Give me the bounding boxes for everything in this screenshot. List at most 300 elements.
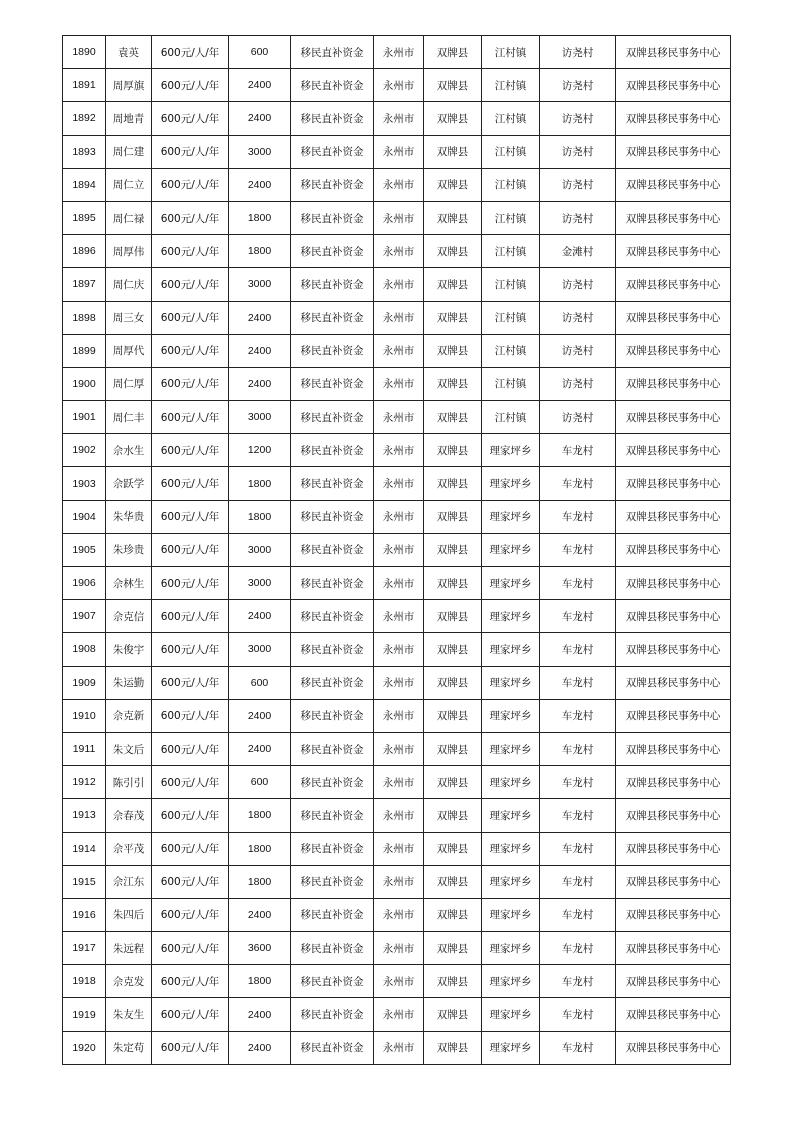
amount-cell: 3000 (229, 533, 291, 566)
amount-cell: 1800 (229, 865, 291, 898)
subsidy-standard-cell: 600元/人/年 (152, 732, 229, 765)
township-cell: 江村镇 (482, 334, 540, 367)
county-cell: 双牌县 (424, 932, 482, 965)
recipient-name-cell: 佘水生 (106, 434, 152, 467)
township-cell: 理家坪乡 (482, 998, 540, 1031)
subsidy-standard-cell: 600元/人/年 (152, 467, 229, 500)
township-cell: 理家坪乡 (482, 467, 540, 500)
township-cell: 理家坪乡 (482, 567, 540, 600)
county-cell: 双牌县 (424, 865, 482, 898)
recipient-name-cell: 朱华贵 (106, 500, 152, 533)
table-row (63, 832, 731, 865)
amount-cell: 3000 (229, 401, 291, 434)
amount-cell: 600 (229, 36, 291, 69)
fund-type-cell: 移民直补资金 (291, 401, 374, 434)
city-cell: 永州市 (374, 567, 424, 600)
table-row (63, 766, 731, 799)
township-cell: 理家坪乡 (482, 965, 540, 998)
village-cell: 访尧村 (540, 69, 616, 102)
recipient-name-cell: 佘克新 (106, 699, 152, 732)
issuing-unit-cell: 双牌县移民事务中心 (616, 832, 731, 865)
fund-type-cell: 移民直补资金 (291, 500, 374, 533)
amount-cell: 2400 (229, 600, 291, 633)
fund-type-cell: 移民直补资金 (291, 1031, 374, 1064)
recipient-name-cell: 佘平茂 (106, 832, 152, 865)
city-cell: 永州市 (374, 1031, 424, 1064)
city-cell: 永州市 (374, 334, 424, 367)
village-cell: 金滩村 (540, 235, 616, 268)
recipient-name-cell: 朱友生 (106, 998, 152, 1031)
amount-cell: 2400 (229, 168, 291, 201)
table-row (63, 401, 731, 434)
city-cell: 永州市 (374, 301, 424, 334)
issuing-unit-cell: 双牌县移民事务中心 (616, 268, 731, 301)
issuing-unit-cell: 双牌县移民事务中心 (616, 699, 731, 732)
county-cell: 双牌县 (424, 102, 482, 135)
amount-cell: 1800 (229, 201, 291, 234)
village-cell: 车龙村 (540, 567, 616, 600)
table-row (63, 168, 731, 201)
recipient-name-cell: 佘跃学 (106, 467, 152, 500)
serial-number-cell: 1901 (63, 401, 106, 434)
recipient-name-cell: 陈引引 (106, 766, 152, 799)
fund-type-cell: 移民直补资金 (291, 533, 374, 566)
serial-number-cell: 1902 (63, 434, 106, 467)
township-cell: 理家坪乡 (482, 500, 540, 533)
table-row (63, 69, 731, 102)
serial-number-cell: 1920 (63, 1031, 106, 1064)
county-cell: 双牌县 (424, 600, 482, 633)
township-cell: 江村镇 (482, 36, 540, 69)
fund-type-cell: 移民直补资金 (291, 766, 374, 799)
village-cell: 车龙村 (540, 1031, 616, 1064)
county-cell: 双牌县 (424, 334, 482, 367)
fund-type-cell: 移民直补资金 (291, 965, 374, 998)
township-cell: 理家坪乡 (482, 699, 540, 732)
fund-type-cell: 移民直补资金 (291, 36, 374, 69)
issuing-unit-cell: 双牌县移民事务中心 (616, 732, 731, 765)
table-row (63, 898, 731, 931)
recipient-name-cell: 佘克发 (106, 965, 152, 998)
issuing-unit-cell: 双牌县移民事务中心 (616, 600, 731, 633)
subsidy-standard-cell: 600元/人/年 (152, 135, 229, 168)
city-cell: 永州市 (374, 865, 424, 898)
county-cell: 双牌县 (424, 467, 482, 500)
recipient-name-cell: 佘春茂 (106, 799, 152, 832)
village-cell: 访尧村 (540, 168, 616, 201)
serial-number-cell: 1905 (63, 533, 106, 566)
fund-type-cell: 移民直补资金 (291, 102, 374, 135)
township-cell: 理家坪乡 (482, 434, 540, 467)
issuing-unit-cell: 双牌县移民事务中心 (616, 36, 731, 69)
serial-number-cell: 1909 (63, 666, 106, 699)
table-row (63, 533, 731, 566)
fund-type-cell: 移民直补资金 (291, 168, 374, 201)
amount-cell: 3000 (229, 135, 291, 168)
serial-number-cell: 1915 (63, 865, 106, 898)
township-cell: 理家坪乡 (482, 865, 540, 898)
village-cell: 车龙村 (540, 699, 616, 732)
recipient-name-cell: 周仁立 (106, 168, 152, 201)
amount-cell: 1800 (229, 799, 291, 832)
issuing-unit-cell: 双牌县移民事务中心 (616, 799, 731, 832)
township-cell: 江村镇 (482, 69, 540, 102)
amount-cell: 2400 (229, 102, 291, 135)
city-cell: 永州市 (374, 69, 424, 102)
village-cell: 车龙村 (540, 998, 616, 1031)
county-cell: 双牌县 (424, 367, 482, 400)
subsidy-standard-cell: 600元/人/年 (152, 666, 229, 699)
city-cell: 永州市 (374, 235, 424, 268)
issuing-unit-cell: 双牌县移民事务中心 (616, 301, 731, 334)
fund-type-cell: 移民直补资金 (291, 201, 374, 234)
township-cell: 理家坪乡 (482, 1031, 540, 1064)
township-cell: 江村镇 (482, 135, 540, 168)
city-cell: 永州市 (374, 932, 424, 965)
subsidy-standard-cell: 600元/人/年 (152, 766, 229, 799)
subsidy-standard-cell: 600元/人/年 (152, 998, 229, 1031)
township-cell: 理家坪乡 (482, 666, 540, 699)
table-row (63, 998, 731, 1031)
county-cell: 双牌县 (424, 1031, 482, 1064)
recipient-name-cell: 袁英 (106, 36, 152, 69)
recipient-name-cell: 朱珍贵 (106, 533, 152, 566)
table-row (63, 235, 731, 268)
recipient-name-cell: 佘江东 (106, 865, 152, 898)
fund-type-cell: 移民直补资金 (291, 434, 374, 467)
city-cell: 永州市 (374, 434, 424, 467)
fund-type-cell: 移民直补资金 (291, 268, 374, 301)
county-cell: 双牌县 (424, 69, 482, 102)
recipient-name-cell: 周仁庆 (106, 268, 152, 301)
table-row (63, 932, 731, 965)
village-cell: 车龙村 (540, 600, 616, 633)
recipient-name-cell: 周仁丰 (106, 401, 152, 434)
county-cell: 双牌县 (424, 268, 482, 301)
city-cell: 永州市 (374, 998, 424, 1031)
issuing-unit-cell: 双牌县移民事务中心 (616, 932, 731, 965)
table-row (63, 965, 731, 998)
issuing-unit-cell: 双牌县移民事务中心 (616, 666, 731, 699)
amount-cell: 1800 (229, 832, 291, 865)
serial-number-cell: 1913 (63, 799, 106, 832)
township-cell: 理家坪乡 (482, 832, 540, 865)
serial-number-cell: 1912 (63, 766, 106, 799)
village-cell: 访尧村 (540, 135, 616, 168)
subsidy-standard-cell: 600元/人/年 (152, 533, 229, 566)
township-cell: 江村镇 (482, 102, 540, 135)
serial-number-cell: 1918 (63, 965, 106, 998)
township-cell: 江村镇 (482, 401, 540, 434)
serial-number-cell: 1898 (63, 301, 106, 334)
issuing-unit-cell: 双牌县移民事务中心 (616, 367, 731, 400)
county-cell: 双牌县 (424, 998, 482, 1031)
amount-cell: 2400 (229, 898, 291, 931)
recipient-name-cell: 朱远程 (106, 932, 152, 965)
fund-type-cell: 移民直补资金 (291, 799, 374, 832)
village-cell: 车龙村 (540, 633, 616, 666)
recipient-name-cell: 佘林生 (106, 567, 152, 600)
township-cell: 江村镇 (482, 168, 540, 201)
serial-number-cell: 1897 (63, 268, 106, 301)
township-cell: 江村镇 (482, 367, 540, 400)
fund-type-cell: 移民直补资金 (291, 865, 374, 898)
table-row (63, 799, 731, 832)
fund-type-cell: 移民直补资金 (291, 932, 374, 965)
amount-cell: 3000 (229, 567, 291, 600)
township-cell: 理家坪乡 (482, 732, 540, 765)
township-cell: 理家坪乡 (482, 533, 540, 566)
issuing-unit-cell: 双牌县移民事务中心 (616, 500, 731, 533)
county-cell: 双牌县 (424, 401, 482, 434)
issuing-unit-cell: 双牌县移民事务中心 (616, 533, 731, 566)
fund-type-cell: 移民直补资金 (291, 898, 374, 931)
serial-number-cell: 1914 (63, 832, 106, 865)
amount-cell: 2400 (229, 301, 291, 334)
city-cell: 永州市 (374, 666, 424, 699)
county-cell: 双牌县 (424, 36, 482, 69)
fund-type-cell: 移民直补资金 (291, 367, 374, 400)
amount-cell: 3000 (229, 268, 291, 301)
table-row (63, 434, 731, 467)
issuing-unit-cell: 双牌县移民事务中心 (616, 235, 731, 268)
table-row (63, 301, 731, 334)
serial-number-cell: 1893 (63, 135, 106, 168)
township-cell: 江村镇 (482, 268, 540, 301)
serial-number-cell: 1908 (63, 633, 106, 666)
township-cell: 江村镇 (482, 235, 540, 268)
serial-number-cell: 1903 (63, 467, 106, 500)
subsidy-standard-cell: 600元/人/年 (152, 434, 229, 467)
subsidy-standard-cell: 600元/人/年 (152, 1031, 229, 1064)
subsidy-standard-cell: 600元/人/年 (152, 865, 229, 898)
village-cell: 访尧村 (540, 301, 616, 334)
table-row (63, 102, 731, 135)
fund-type-cell: 移民直补资金 (291, 135, 374, 168)
amount-cell: 2400 (229, 367, 291, 400)
amount-cell: 2400 (229, 732, 291, 765)
serial-number-cell: 1896 (63, 235, 106, 268)
serial-number-cell: 1892 (63, 102, 106, 135)
county-cell: 双牌县 (424, 235, 482, 268)
village-cell: 车龙村 (540, 865, 616, 898)
subsidy-standard-cell: 600元/人/年 (152, 699, 229, 732)
recipient-name-cell: 周仁厚 (106, 367, 152, 400)
village-cell: 访尧村 (540, 102, 616, 135)
fund-type-cell: 移民直补资金 (291, 666, 374, 699)
city-cell: 永州市 (374, 533, 424, 566)
subsidy-standard-cell: 600元/人/年 (152, 168, 229, 201)
subsidy-standard-cell: 600元/人/年 (152, 799, 229, 832)
township-cell: 理家坪乡 (482, 766, 540, 799)
serial-number-cell: 1911 (63, 732, 106, 765)
table-row (63, 865, 731, 898)
issuing-unit-cell: 双牌县移民事务中心 (616, 334, 731, 367)
city-cell: 永州市 (374, 102, 424, 135)
village-cell: 车龙村 (540, 434, 616, 467)
recipient-name-cell: 朱文后 (106, 732, 152, 765)
village-cell: 访尧村 (540, 401, 616, 434)
subsidy-standard-cell: 600元/人/年 (152, 36, 229, 69)
table-row (63, 135, 731, 168)
township-cell: 江村镇 (482, 301, 540, 334)
fund-type-cell: 移民直补资金 (291, 732, 374, 765)
serial-number-cell: 1907 (63, 600, 106, 633)
fund-type-cell: 移民直补资金 (291, 567, 374, 600)
serial-number-cell: 1917 (63, 932, 106, 965)
city-cell: 永州市 (374, 633, 424, 666)
county-cell: 双牌县 (424, 898, 482, 931)
county-cell: 双牌县 (424, 434, 482, 467)
serial-number-cell: 1899 (63, 334, 106, 367)
amount-cell: 3000 (229, 633, 291, 666)
recipient-name-cell: 周厚代 (106, 334, 152, 367)
table-row (63, 600, 731, 633)
village-cell: 车龙村 (540, 533, 616, 566)
table-row (63, 567, 731, 600)
county-cell: 双牌县 (424, 500, 482, 533)
city-cell: 永州市 (374, 832, 424, 865)
subsidy-standard-cell: 600元/人/年 (152, 633, 229, 666)
recipient-name-cell: 朱运勤 (106, 666, 152, 699)
village-cell: 访尧村 (540, 367, 616, 400)
village-cell: 车龙村 (540, 666, 616, 699)
recipient-name-cell: 朱俊宇 (106, 633, 152, 666)
serial-number-cell: 1919 (63, 998, 106, 1031)
township-cell: 理家坪乡 (482, 799, 540, 832)
serial-number-cell: 1916 (63, 898, 106, 931)
fund-type-cell: 移民直补资金 (291, 699, 374, 732)
village-cell: 访尧村 (540, 201, 616, 234)
village-cell: 车龙村 (540, 500, 616, 533)
amount-cell: 3600 (229, 932, 291, 965)
county-cell: 双牌县 (424, 168, 482, 201)
issuing-unit-cell: 双牌县移民事务中心 (616, 865, 731, 898)
amount-cell: 600 (229, 666, 291, 699)
village-cell: 车龙村 (540, 467, 616, 500)
issuing-unit-cell: 双牌县移民事务中心 (616, 965, 731, 998)
issuing-unit-cell: 双牌县移民事务中心 (616, 434, 731, 467)
county-cell: 双牌县 (424, 633, 482, 666)
recipient-name-cell: 周仁禄 (106, 201, 152, 234)
city-cell: 永州市 (374, 500, 424, 533)
amount-cell: 2400 (229, 69, 291, 102)
roster-body (63, 36, 731, 1065)
fund-type-cell: 移民直补资金 (291, 832, 374, 865)
amount-cell: 2400 (229, 998, 291, 1031)
amount-cell: 1800 (229, 235, 291, 268)
serial-number-cell: 1900 (63, 367, 106, 400)
issuing-unit-cell: 双牌县移民事务中心 (616, 467, 731, 500)
township-cell: 理家坪乡 (482, 600, 540, 633)
serial-number-cell: 1904 (63, 500, 106, 533)
table-row (63, 500, 731, 533)
amount-cell: 1800 (229, 500, 291, 533)
village-cell: 访尧村 (540, 268, 616, 301)
subsidy-roster-table (62, 35, 731, 1065)
subsidy-standard-cell: 600元/人/年 (152, 600, 229, 633)
county-cell: 双牌县 (424, 567, 482, 600)
city-cell: 永州市 (374, 732, 424, 765)
county-cell: 双牌县 (424, 201, 482, 234)
amount-cell: 2400 (229, 699, 291, 732)
county-cell: 双牌县 (424, 699, 482, 732)
village-cell: 车龙村 (540, 932, 616, 965)
township-cell: 理家坪乡 (482, 898, 540, 931)
subsidy-standard-cell: 600元/人/年 (152, 301, 229, 334)
subsidy-standard-cell: 600元/人/年 (152, 69, 229, 102)
issuing-unit-cell: 双牌县移民事务中心 (616, 69, 731, 102)
fund-type-cell: 移民直补资金 (291, 69, 374, 102)
table-row (63, 699, 731, 732)
issuing-unit-cell: 双牌县移民事务中心 (616, 102, 731, 135)
table-row (63, 367, 731, 400)
county-cell: 双牌县 (424, 533, 482, 566)
subsidy-standard-cell: 600元/人/年 (152, 102, 229, 135)
issuing-unit-cell: 双牌县移民事务中心 (616, 633, 731, 666)
county-cell: 双牌县 (424, 832, 482, 865)
table-row (63, 36, 731, 69)
serial-number-cell: 1906 (63, 567, 106, 600)
recipient-name-cell: 周厚伟 (106, 235, 152, 268)
city-cell: 永州市 (374, 467, 424, 500)
city-cell: 永州市 (374, 898, 424, 931)
subsidy-standard-cell: 600元/人/年 (152, 567, 229, 600)
subsidy-standard-cell: 600元/人/年 (152, 401, 229, 434)
city-cell: 永州市 (374, 367, 424, 400)
issuing-unit-cell: 双牌县移民事务中心 (616, 567, 731, 600)
subsidy-standard-cell: 600元/人/年 (152, 268, 229, 301)
village-cell: 车龙村 (540, 965, 616, 998)
amount-cell: 1200 (229, 434, 291, 467)
city-cell: 永州市 (374, 135, 424, 168)
village-cell: 车龙村 (540, 766, 616, 799)
village-cell: 访尧村 (540, 334, 616, 367)
city-cell: 永州市 (374, 201, 424, 234)
table-row (63, 467, 731, 500)
serial-number-cell: 1895 (63, 201, 106, 234)
amount-cell: 2400 (229, 1031, 291, 1064)
issuing-unit-cell: 双牌县移民事务中心 (616, 766, 731, 799)
city-cell: 永州市 (374, 799, 424, 832)
village-cell: 车龙村 (540, 732, 616, 765)
recipient-name-cell: 周地青 (106, 102, 152, 135)
fund-type-cell: 移民直补资金 (291, 600, 374, 633)
table-row (63, 201, 731, 234)
issuing-unit-cell: 双牌县移民事务中心 (616, 898, 731, 931)
city-cell: 永州市 (374, 766, 424, 799)
county-cell: 双牌县 (424, 666, 482, 699)
table-row (63, 334, 731, 367)
recipient-name-cell: 周三女 (106, 301, 152, 334)
county-cell: 双牌县 (424, 135, 482, 168)
township-cell: 江村镇 (482, 201, 540, 234)
issuing-unit-cell: 双牌县移民事务中心 (616, 201, 731, 234)
serial-number-cell: 1891 (63, 69, 106, 102)
city-cell: 永州市 (374, 600, 424, 633)
village-cell: 车龙村 (540, 832, 616, 865)
recipient-name-cell: 周仁建 (106, 135, 152, 168)
table-row (63, 268, 731, 301)
serial-number-cell: 1910 (63, 699, 106, 732)
county-cell: 双牌县 (424, 965, 482, 998)
village-cell: 车龙村 (540, 799, 616, 832)
issuing-unit-cell: 双牌县移民事务中心 (616, 998, 731, 1031)
fund-type-cell: 移民直补资金 (291, 301, 374, 334)
city-cell: 永州市 (374, 36, 424, 69)
city-cell: 永州市 (374, 401, 424, 434)
city-cell: 永州市 (374, 965, 424, 998)
